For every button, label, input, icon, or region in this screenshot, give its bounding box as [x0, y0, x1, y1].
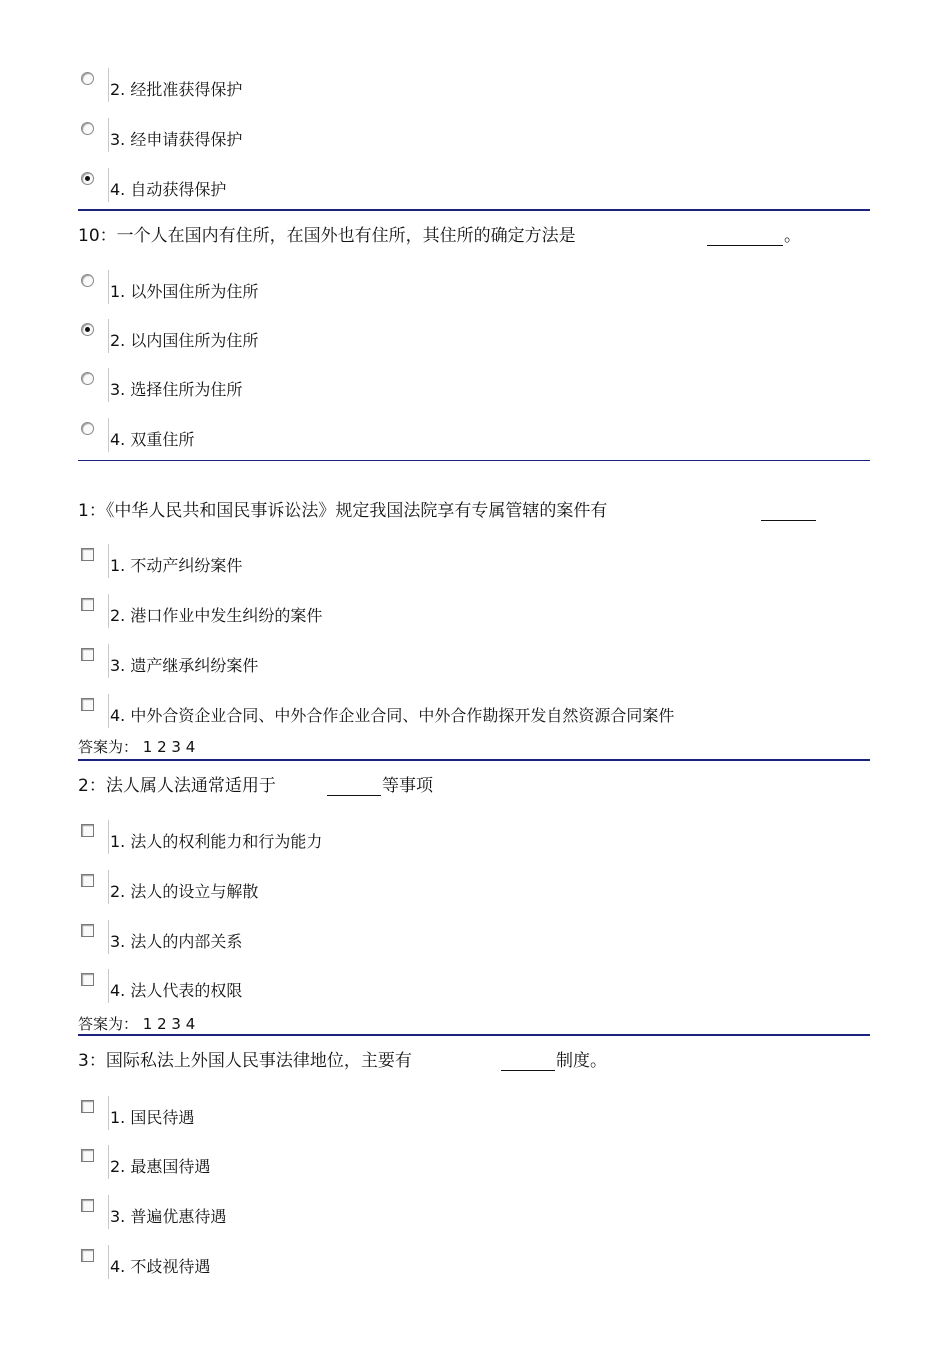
checkbox[interactable] — [81, 1199, 94, 1212]
option-label: 2. 以内国住所为住所 — [110, 331, 259, 350]
radio-button-selected[interactable] — [81, 172, 94, 185]
question-10-text: 10：一个人在国内有住所，在国外也有住所，其住所的确定方法是 — [78, 226, 576, 246]
option-label: 2. 港口作业中发生纠纷的案件 — [110, 606, 323, 625]
option-label: 1. 不动产纠纷案件 — [110, 556, 243, 575]
answer-blank — [327, 775, 381, 796]
option-label: 4. 不歧视待遇 — [110, 1257, 211, 1276]
answer-key: 答案为： 1 2 3 4 — [78, 1015, 196, 1033]
option-label: 1. 以外国住所为住所 — [110, 282, 259, 301]
radio-button[interactable] — [81, 422, 94, 435]
checkbox[interactable] — [81, 1249, 94, 1262]
question-divider — [78, 209, 870, 211]
radio-button[interactable] — [81, 122, 94, 135]
checkbox[interactable] — [81, 1149, 94, 1162]
question-divider — [78, 759, 870, 761]
option-label: 2. 经批准获得保护 — [110, 80, 243, 99]
mq2-tail: 等事项 — [382, 776, 433, 796]
option-label: 3. 普遍优惠待遇 — [110, 1207, 227, 1226]
answer-blank — [707, 225, 783, 246]
option-label: 3. 选择住所为住所 — [110, 380, 243, 399]
option-label: 3. 遗产继承纠纷案件 — [110, 656, 259, 675]
radio-button[interactable] — [81, 274, 94, 287]
checkbox[interactable] — [81, 1100, 94, 1113]
answer-blank — [761, 500, 816, 521]
radio-button[interactable] — [81, 72, 94, 85]
mq3-tail: 制度。 — [556, 1051, 607, 1071]
option-label: 3. 法人的内部关系 — [110, 932, 243, 951]
option-label: 2. 法人的设立与解散 — [110, 882, 259, 901]
answer-blank — [501, 1050, 555, 1071]
question-10-tail: 。 — [784, 226, 801, 246]
section-divider — [78, 460, 870, 461]
option-label: 4. 自动获得保护 — [110, 180, 227, 199]
checkbox[interactable] — [81, 598, 94, 611]
radio-button[interactable] — [81, 372, 94, 385]
option-label: 1. 法人的权利能力和行为能力 — [110, 832, 323, 851]
option-label: 2. 最惠国待遇 — [110, 1157, 211, 1176]
checkbox[interactable] — [81, 874, 94, 887]
checkbox[interactable] — [81, 824, 94, 837]
option-label: 4. 法人代表的权限 — [110, 981, 243, 1000]
mq1-text: 1：《中华人民共和国民事诉讼法》规定我国法院享有专属管辖的案件有 — [78, 501, 608, 521]
checkbox[interactable] — [81, 924, 94, 937]
checkbox[interactable] — [81, 648, 94, 661]
checkbox[interactable] — [81, 973, 94, 986]
option-label: 3. 经申请获得保护 — [110, 130, 243, 149]
mq2-text: 2：法人属人法通常适用于 — [78, 776, 276, 796]
option-label: 4. 中外合资企业合同、中外合作企业合同、中外合作勘探开发自然资源合同案件 — [110, 706, 675, 725]
radio-button-selected[interactable] — [81, 323, 94, 336]
answer-key: 答案为： 1 2 3 4 — [78, 738, 196, 756]
mq3-text: 3：国际私法上外国人民事法律地位，主要有 — [78, 1051, 412, 1071]
checkbox[interactable] — [81, 548, 94, 561]
question-divider — [78, 1034, 870, 1036]
option-label: 4. 双重住所 — [110, 430, 195, 449]
option-label: 1. 国民待遇 — [110, 1108, 195, 1127]
checkbox[interactable] — [81, 698, 94, 711]
